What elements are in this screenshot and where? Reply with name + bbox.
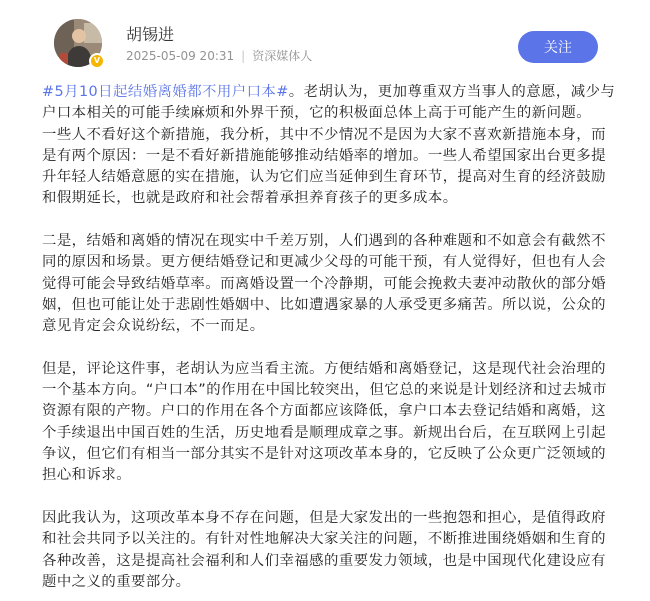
verified-badge-icon: V bbox=[89, 53, 105, 69]
intro-text: 。老胡认为，更加尊重双方当事人的意愿，减少与户口本相关的可能手续麻烦和外界干预，它的积极面总体上高于可能产生的新问题。 bbox=[42, 84, 616, 122]
post-meta bbox=[126, 47, 312, 64]
meta-divider: | bbox=[241, 48, 246, 63]
author-name[interactable]: 胡锡进 bbox=[126, 25, 175, 44]
post-paragraph: 因此我认为，这项改革本身不存在问题，但是大家发出的一些抱怨和担心，是值得政府和社会共同予以关注的。有针对性地解决大家关注的问题，不断推进围绕婚姻和生育的各种改善，这是提高社会福利和人们幸福感的重要发力领域，也是中国现代化建设应有题中之义的重要部分。 bbox=[42, 509, 606, 590]
post-date: 2025-05-09 20:31 bbox=[126, 48, 235, 63]
post-paragraph: 但是，评论这件事，老胡认为应当看主流。方便结婚和离婚登记，这是现代社会治理的一个基本方向。“户口本”的作用在中国比较突出，但它总的来说是计划经济和过去城市资源有限的产物。户口的作用在各个方面都应该降低，拿户口本去登记结婚和离婚，这个手续退出中国百姓的生活，历史地看是顺理成章之事。新规出台后，在互联网上引起争议，但它们有相当一部分其实不是针对这项改革本身的，它反映了公众更广泛领域的担心和诉求。 bbox=[42, 360, 607, 484]
post-header bbox=[20, 0, 628, 82]
author-title: 资深媒体人 bbox=[252, 49, 313, 63]
follow-button[interactable]: 关注 bbox=[518, 31, 598, 63]
post-paragraph: 二是，结婚和离婚的情况在现实中千差万别，人们遇到的各种难题和不如意会有截然不同的原因和场景。更方便结婚登记和更减少父母的可能干预，有人觉得好，但也有人会觉得可能会导致结婚草率。而离婚设置一个冷静期，可能会挽救夫妻冲动散伙的部分婚姻，但也可能让处于悲剧性婚姻中、比如遭遇家暴的人承受更多痛苦。所以说，公众的意见肯定会众说纷纭，不一而足。 bbox=[42, 233, 606, 335]
post-body bbox=[42, 82, 617, 593]
topic-hashtag-link[interactable]: #5月10日起结婚离婚都不用户口本# bbox=[42, 84, 289, 100]
post-paragraph: 一些人不看好这个新措施，我分析，其中不少情况不是因为大家不喜欢新措施本身，而是有两个原因：一是不看好新措施能够推动结婚率的增加。一些人希望国家出台更多提升年轻人结婚意愿的实在措施，认为它们应当延伸到生育环节，提高对生育的经济鼓励和假期延长，也就是政府和社会帮着承担养育孩子的更多成本。 bbox=[42, 126, 606, 207]
post-intro bbox=[42, 82, 617, 125]
